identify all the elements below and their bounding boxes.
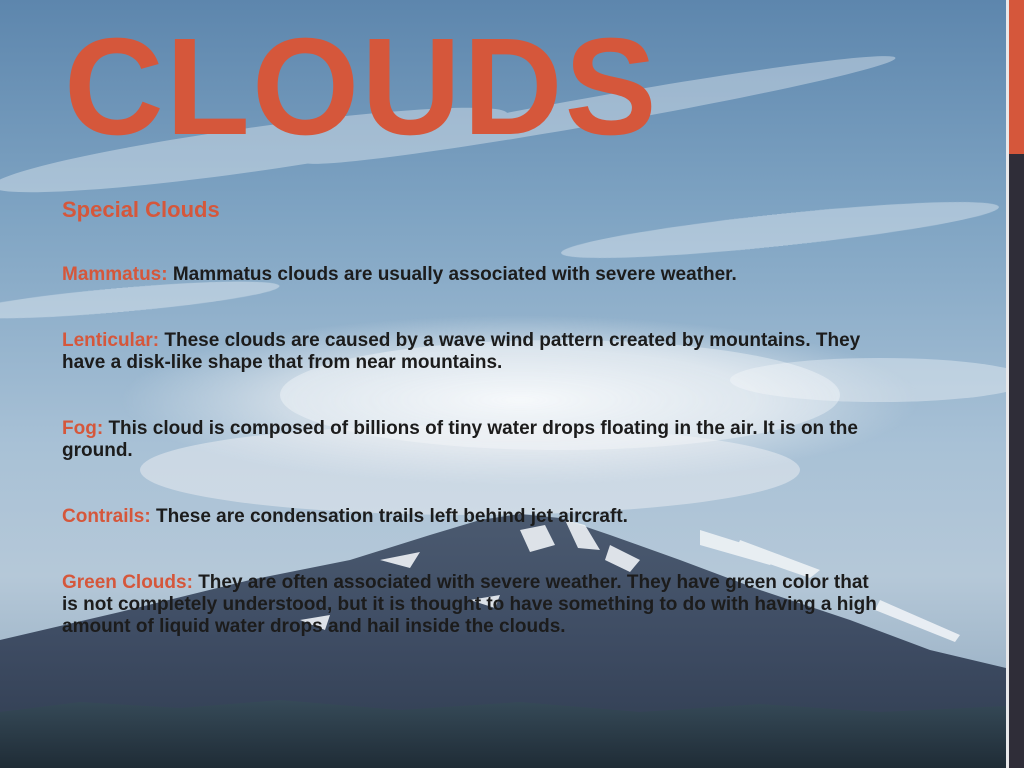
- list-item: [62, 418, 882, 462]
- slide-body: [62, 197, 882, 682]
- item-term: Lenticular:: [62, 330, 160, 351]
- item-term: Green Clouds:: [62, 572, 193, 593]
- item-description: These are condensation trails left behind jet aircraft.: [155, 506, 628, 527]
- list-item: [62, 506, 882, 528]
- list-item: [62, 330, 882, 374]
- item-term: Mammatus:: [62, 264, 168, 285]
- item-term: Fog:: [62, 418, 104, 439]
- item-description: Mammatus clouds are usually associated with severe weather.: [172, 264, 737, 285]
- slide-title: CLOUDS: [64, 10, 659, 164]
- list-item: [62, 572, 882, 638]
- side-divider: [1006, 0, 1009, 768]
- item-description: These clouds are caused by a wave wind pattern created by mountains. They have a disk-like shape that from near mountains.: [62, 330, 861, 373]
- item-term: Contrails:: [62, 506, 151, 527]
- item-description: This cloud is composed of billions of tiny water drops floating in the air. It is on the ground.: [62, 418, 858, 461]
- slide-subtitle: Special Clouds: [62, 197, 220, 222]
- list-item: [62, 264, 882, 286]
- item-description: They are often associated with severe weather. They have green color that is not completely understood, but it is thought to have something to do with having a high amount of liquid water drops and hail inside the clouds.: [62, 572, 877, 637]
